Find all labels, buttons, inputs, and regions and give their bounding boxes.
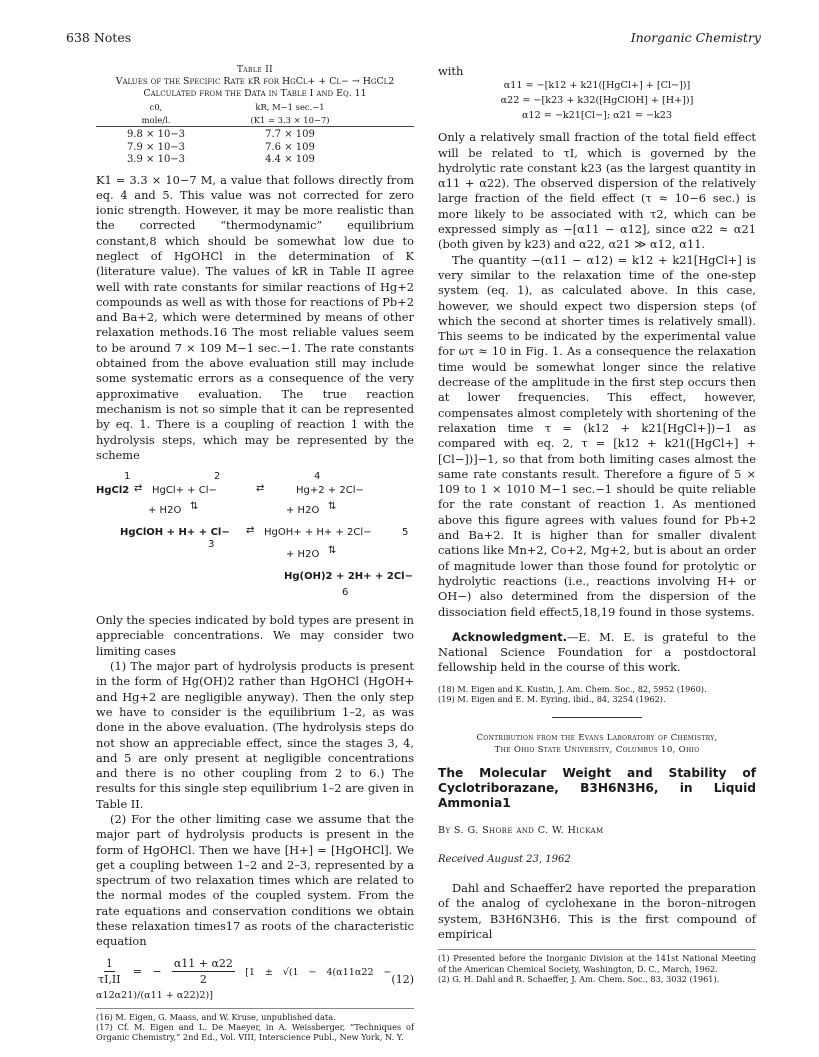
eq12-term-denominator: 2 (199, 972, 207, 986)
paragraph-limiting-case-2: (2) For the other limiting case we assume that the major part of hydrolysis products is present in the form of HgOHCl. Then we have [H+] = [HgOHCl]. We get a coupling between 1–2 and 2–3, represented by a spectrum of two relaxation times which are related to the normal modes of the coupled system. From the rate equations and conservation conditions we obtain these relaxation times17 as roots of the characteristic equation (96, 812, 414, 949)
table-cell-kr: 7.6 × 109 (265, 141, 315, 153)
scheme-hg-2cl: Hg+2 + 2Cl− (296, 485, 364, 497)
vertical-equilibrium-icon: ⇅ (328, 545, 337, 557)
scheme-hgoh2: Hg(OH)2 + 2H+ + 2Cl− (284, 571, 413, 583)
table-row (96, 154, 414, 167)
table-col1-header-a: c0, (149, 102, 163, 112)
left-column (96, 64, 414, 1043)
table-caption-line2: Calculated from the Data in Table I and Eq. 11 (143, 88, 367, 99)
acknowledgment-heading: Acknowledgment. (452, 629, 568, 644)
footnote-16: (16) M. Eigen, G. Maass, and W. Kruse, unpublished data. (96, 1008, 414, 1022)
acknowledgment (438, 630, 756, 676)
table-row (96, 142, 414, 155)
table-header-row-1 (96, 102, 414, 113)
paragraph-field-effect: Only a relatively small fraction of the total field effect will be related to τI, which is governed by the hydrolytic rate constant k23 (as the largest quantity in α11 + α22). The observed dispersion of the relatively large fraction of the field effect (τ ≈ 10−6 sec.) is more likely to be associated with τ2, which can be expressed simply as −[α11 − α12], since α22 ≈ α21 (both given by k23) and α22, α21 ≫ α12, α11. (438, 130, 756, 252)
table-cell-kr: 4.4 × 109 (265, 154, 315, 165)
footnote-17: (17) Cf. M. Eigen and L. De Maeyer, in A. Weissberger, “Techniques of Organic Chemistry,” 2nd Ed., Vol. VIII, Interscience Publ., New York, N. Y. (96, 1021, 414, 1043)
scheme-step-6: 6 (342, 587, 349, 599)
eq12-term-numerator: α11 + α22 (172, 956, 235, 972)
hydrolysis-scheme (96, 469, 414, 609)
table-col2-header-a: kR, M−1 sec.−1 (255, 102, 325, 112)
equation-alpha12: α12 = −k21[Cl−]; α21 = −k23 (522, 110, 672, 122)
equation-alpha11: α11 = −[k12 + k21([HgCl+] + [Cl−])] (503, 80, 691, 92)
footnote-18: (18) M. Eigen and K. Kustin, J. Am. Chem. Soc., 82, 5952 (1960). (438, 683, 707, 694)
section-divider (552, 717, 642, 718)
scheme-hgcl-cl: HgCl+ + Cl− (152, 485, 217, 497)
table-col2-header-b: (K1 = 3.3 × 10−7) (250, 114, 330, 125)
running-header-left: 638 Notes (66, 30, 132, 45)
equation-alpha22: α22 = −[k23 + k32([HgClOH] + [H+])] (500, 95, 694, 107)
table-rule (96, 126, 414, 127)
paragraph-bold-species: Only the species indicated by bold types are present in appreciable concentrations. We may consider two limiting cases (96, 613, 414, 658)
scheme-hgoh: HgOH+ + H+ + 2Cl− (264, 527, 372, 539)
table-cell-c0: 3.9 × 10−3 (126, 154, 186, 165)
table-cell-c0: 9.8 × 10−3 (126, 129, 186, 140)
scheme-hgcl2: HgCl2 (96, 485, 130, 497)
eq12-number: (12) (391, 972, 414, 986)
eq12-lhs-denominator: τI,II (98, 972, 121, 986)
scheme-step-5: 5 (402, 527, 409, 539)
right-column (438, 64, 756, 985)
table-cell-c0: 7.9 × 10−3 (126, 141, 186, 153)
article-body-start: Dahl and Schaeffer2 have reported the preparation of the analog of cyclohexane in the boron–nitrogen system, B3H6N3H6. This is the first compound of empirical (438, 881, 756, 941)
scheme-step-3: 3 (208, 539, 215, 551)
eq12-lhs (96, 956, 123, 988)
scheme-step-2: 2 (214, 471, 221, 483)
contribution-line-2: The Ohio State University, Columbus 10, Ohio (494, 744, 700, 755)
scheme-step-4: 4 (314, 471, 321, 483)
vertical-equilibrium-icon: ⇅ (328, 501, 337, 513)
word-with: with (438, 64, 464, 78)
paragraph-kinetics-discussion: K1 = 3.3 × 10−7 M, a value that follows directly from eq. 4 and 5. This value was not corrected for zero ionic strength. However, it may be more realistic than the corrected “thermodynamic” equilibrium constant,8 which should be somewhat low due to neglect of HgOHCl in the determination of K (literature value). The values of kR in Table II agree well with rate constants for similar reactions of Hg+2 compounds as well as with those for reactions of Pb+2 and Ba+2, which were determined by means of other relaxation methods.16 The most reliable values seem to be around 7 × 109 M−1 sec.−1. The rate constants obtained from the above evaluation still may include some systematic errors as a consequence of the very approximative evaluation. The true reaction mechanism is not so simple that it can be represented by eq. 1. There is a coupling of reaction 1 with the hydrolysis steps, which may be represented by the scheme (96, 172, 414, 462)
scheme-hgcloh: HgClOH + H+ + Cl− (120, 527, 230, 539)
equilibrium-arrow-icon: ⇄ (246, 525, 255, 537)
running-header-journal: Inorganic Chemistry (630, 30, 761, 45)
eq12-term (172, 956, 235, 988)
table-row (96, 129, 414, 142)
acknowledgment-body: —E. M. E. is grateful to the National Science Foundation for a postdoctoral fellowship held in the course of this work. (438, 629, 756, 675)
equilibrium-arrow-icon: ⇄ (134, 483, 143, 495)
article-title: The Molecular Weight and Stability of Cyclotriborazane, B3H6N3H6, in Liquid Ammonia1 (438, 765, 756, 810)
article-received-date: Received August 23, 1962 (438, 853, 571, 865)
scheme-water-c: + H2O (286, 549, 320, 561)
article-authors: By S. G. Shore and C. W. Hickam (438, 824, 604, 836)
eq12-mid: = − (132, 964, 162, 978)
footnote-1: (1) Presented before the Inorganic Division at the 141st National Meeting of the American Chemical Society, Washington, D. C., March, 1962. (438, 949, 756, 974)
scheme-step-1: 1 (124, 471, 131, 483)
scheme-water-b: + H2O (286, 505, 320, 517)
table-col1-header-b: mole/l. (141, 114, 171, 125)
paragraph-limiting-case-1: (1) The major part of hydrolysis products is present in the form of Hg(OH)2 rather than HgOHCl (HgOH+ and Hg+2 are negligible anyway). Then the only step we have to consider is the equilibrium 1–2, as was done in the above evaluation. (The hydrolysis steps do not show an appreciable effect, since the stages 3, 4, and 5 are only present at negligible concentrations and there is no other coupling from 2 to 6.) The results for this single step equilibrium 1–2 are given in Table II. (96, 659, 414, 811)
paragraph-dispersion: The quantity −(α11 − α12) = k12 + k21[HgCl+] is very similar to the relaxation time of the one-step system (eq. 1), as calculated above. In this case, however, we should expect two dispersion steps (of which the second at shorter times is relatively small). This seems to be indicated by the experimental value for ωτ ≈ 10 in Fig. 1. As a consequence the relaxation time would be somewhat longer since the relative decrease of the amplitude in the first step occurs then at lower frequencies. This effect, however, compensates almost completely with shortening of the relaxation time τ = (k12 + k21[HgCl+])−1 as compared with eq. 2, τ = [k12 + k21([HgCl+] + [Cl−])]−1, so that from both limiting cases almost the same rate constants result. Therefore a figure of 5 × 109 to 1 × 1010 M−1 sec.−1 should be quite reliable for the rate constant of reaction 1. As mentioned above this figure agrees with values found for Pb+2 and Ba+2. It is higher than for smaller divalent cations like Mn+2, Co+2, Mg+2, but is about an order of magnitude lower than those found for protolytic or hydrolytic reactions (i.e., reactions involving H+ or OH−) also determined from the dispersion of the dissociation field effect5,18,19 found in those systems. (438, 252, 756, 619)
footnote-2: (2) G. H. Dahl and R. Schaeffer, J. Am. Chem. Soc., 83, 3032 (1961). (438, 974, 720, 985)
table-cell-kr: 7.7 × 109 (265, 129, 315, 140)
scheme-water-a: + H2O (148, 505, 182, 517)
equation-12 (96, 956, 414, 1004)
table-title: Table II (237, 65, 273, 75)
table-caption-line1: Values of the Specific Rate kR for HgCl+ + Cl− → HgCl2 (115, 76, 395, 87)
eq12-bracket: [1 ± √(1 − 4(α11α22 − α12α21)/(α11 + α22)2)] (96, 966, 392, 1002)
vertical-equilibrium-icon: ⇅ (190, 501, 199, 513)
contribution-line-1: Contribution from the Evans Laboratory of Chemistry, (476, 732, 718, 743)
footnote-19: (19) M. Eigen and E. M. Eyring, ibid., 84, 3254 (1962). (438, 694, 666, 705)
eq12-lhs-numerator: 1 (104, 956, 115, 972)
table-header-row-2 (96, 115, 414, 126)
equilibrium-arrow-icon: ⇄ (256, 483, 265, 495)
